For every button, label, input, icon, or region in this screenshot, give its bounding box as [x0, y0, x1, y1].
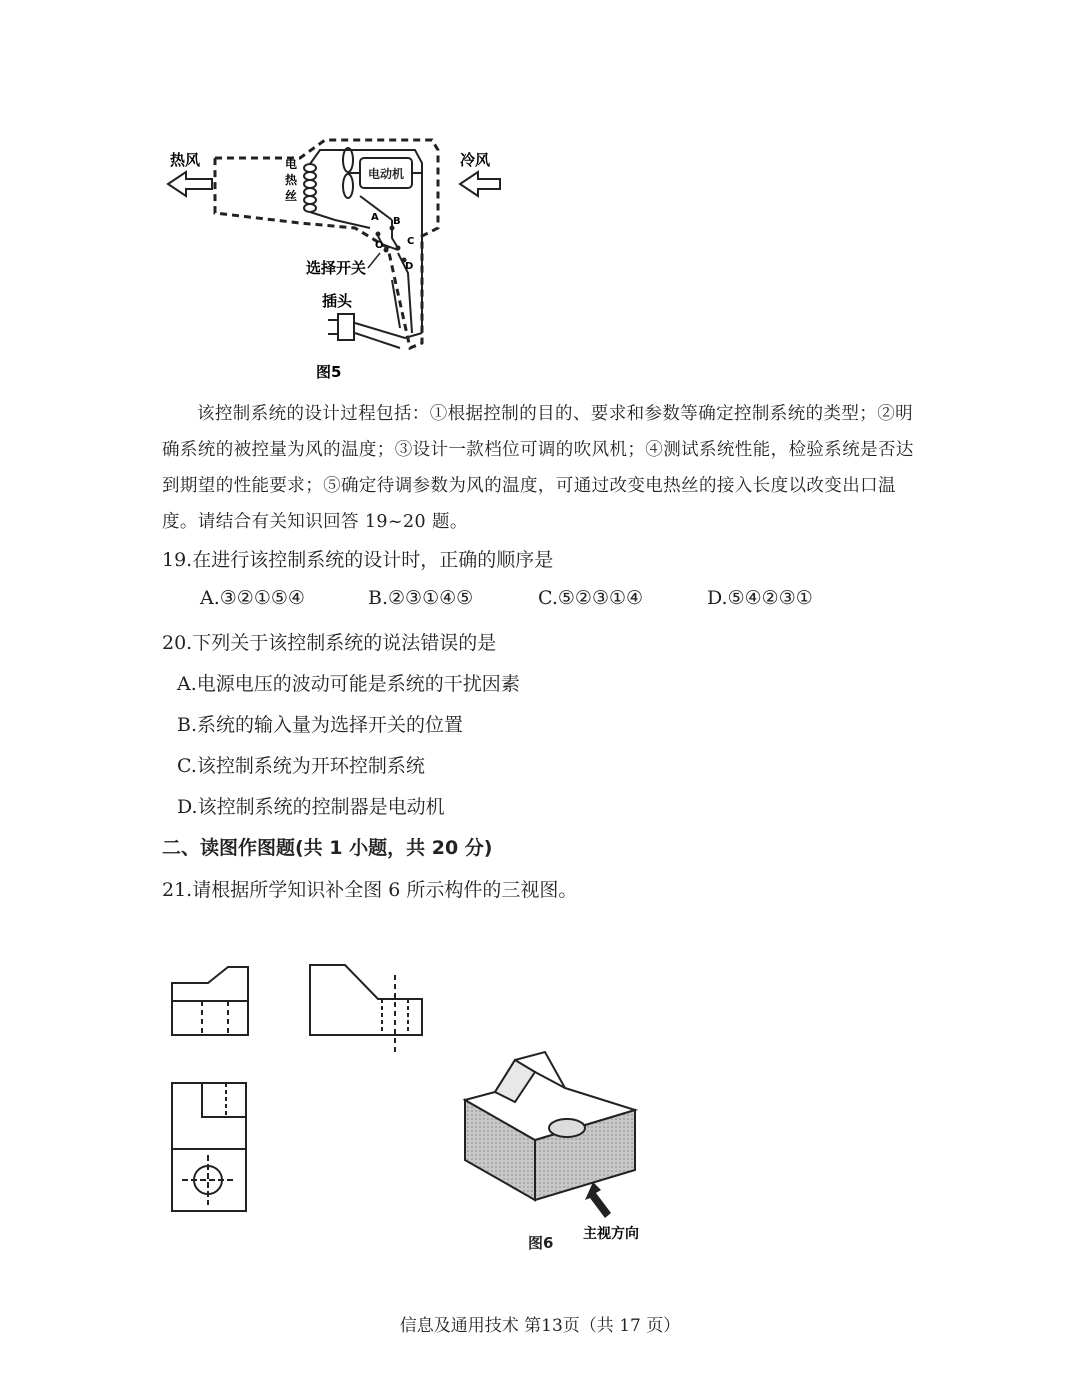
figure-6-three-views — [160, 955, 440, 1220]
intro-paragraph: 该控制系统的设计过程包括：①根据控制的目的、要求和参数等确定控制系统的类型；②明确系统的被控量为风的温度；③设计一款档位可调的吹风机；④测试系统性能，检验系统是否达到期望的性能要求；⑤确定待调参数为风的温度，可通过改变电热丝的接入长度以改变出口温度。请结合有关知识回答 19~20 题。 — [162, 404, 914, 532]
section-2-heading: 二、读图作图题(共 1 小题，共 20 分) — [162, 837, 493, 859]
cold-wind-arrow — [460, 172, 500, 196]
q21-stem: 21.请根据所学知识补全图 6 所示构件的三视图。 — [162, 879, 578, 901]
terminal-a: A — [371, 212, 379, 223]
motor-label: 电动机 — [367, 167, 405, 181]
top-view — [172, 1083, 246, 1211]
q19-option-c: C.⑤②③①④ — [538, 587, 644, 609]
cold-wind-label: 冷风 — [460, 151, 491, 169]
q20-option-b: B.系统的输入量为选择开关的位置 — [177, 714, 464, 736]
figure-5-caption: 图5 — [316, 363, 342, 381]
terminal-o: O — [375, 240, 384, 251]
terminal-d: D — [405, 261, 414, 272]
q20-stem: 20.下列关于该控制系统的说法错误的是 — [162, 632, 497, 654]
figure-6-isometric — [455, 1050, 675, 1255]
q19-option-b: B.②③①④⑤ — [368, 587, 474, 609]
switch-label: 选择开关 — [306, 259, 367, 277]
heater-label-3: 丝 — [285, 189, 298, 203]
q20-option-a: A.电源电压的波动可能是系统的干扰因素 — [177, 673, 520, 695]
q20-option-d: D.该控制系统的控制器是电动机 — [177, 796, 445, 818]
terminal-c: C — [407, 236, 415, 247]
q20-option-c: C.该控制系统为开环控制系统 — [177, 755, 425, 777]
hot-wind-arrow — [168, 172, 212, 196]
hot-wind-label: 热风 — [170, 151, 201, 169]
view-direction-label: 主视方向 — [583, 1226, 639, 1242]
figure-6-caption: 图6 — [528, 1234, 554, 1252]
heater-label-2: 热 — [285, 173, 298, 187]
q19-option-a: A.③②①⑤④ — [200, 587, 305, 609]
isometric-block — [465, 1052, 635, 1200]
view-direction-arrow — [585, 1182, 611, 1218]
side-view — [310, 965, 422, 1055]
plug-icon — [328, 314, 354, 340]
plug-label: 插头 — [322, 292, 353, 310]
front-view — [172, 967, 248, 1035]
figure-5-hair-dryer — [160, 128, 520, 388]
terminal-b: B — [393, 216, 401, 227]
fan-icon — [343, 148, 360, 198]
q19-option-d: D.⑤④②③① — [707, 587, 813, 609]
q19-stem: 19.在进行该控制系统的设计时，正确的顺序是 — [162, 549, 554, 571]
heater-label-1: 电 — [285, 157, 298, 171]
page-footer: 信息及通用技术 第13页（共 17 页） — [399, 1316, 681, 1336]
heating-coil — [304, 164, 316, 212]
